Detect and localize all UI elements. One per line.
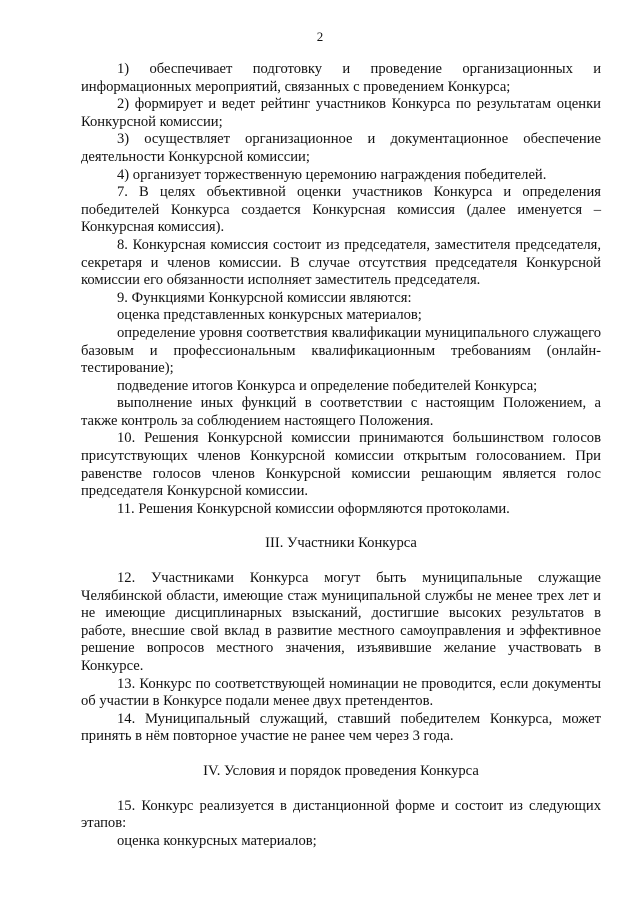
document-body (81, 61, 601, 850)
section-heading: IV. Условия и порядок проведения Конкурса (203, 762, 479, 779)
paragraph: 14. Муниципальный служащий, ставший победителем Конкурса, может принять в нём повторное участие не ранее чем через 3 года. (81, 710, 601, 745)
page-number: 2 (316, 29, 324, 44)
paragraph: выполнение иных функций в соответствии с настоящим Положением, а также контроль за соблюдением настоящего Положения. (81, 395, 601, 429)
paragraph: оценка представленных конкурсных материалов; (117, 307, 422, 324)
paragraph: 7. В целях объективной оценки участников Конкурса и определения победителей Конкурса создается Конкурсная комиссия (далее именуется – Конкурсная комиссия). (81, 184, 601, 236)
paragraph: определение уровня соответствия квалификации муниципального служащего базовым и профессиональным квалификационным требованиям (онлайн-тестирование); (81, 324, 601, 377)
paragraph: 1) обеспечивает подготовку и проведение организационных и информационных мероприятий, связанных с проведением Конкурса; (81, 61, 601, 95)
paragraph: 2) формирует и ведет рейтинг участников Конкурса по результатам оценки Конкурсной комиссии; (81, 96, 601, 130)
paragraph: 10. Решения Конкурсной комиссии принимаются большинством голосов присутствующих членов Конкурсной комиссии открытым голосованием. При равенстве голосов членов Конкурсной комиссии решающим является голос председателя Конкурсной комиссии. (81, 430, 601, 500)
paragraph: 15. Конкурс реализуется в дистанционной форме и состоит из следующих этапов: (81, 797, 601, 832)
paragraph: 11. Решения Конкурсной комиссии оформляются протоколами. (117, 500, 510, 517)
paragraph: 8. Конкурсная комиссия состоит из председателя, заместителя председателя, секретаря и членов комиссии. В случае отсутствия председателя Конкурсной комиссии его обязанности исполняет заместитель председателя. (81, 236, 601, 289)
paragraph: 12. Участниками Конкурса могут быть муниципальные служащие Челябинской области, имеющие стаж муниципальной службы не менее трех лет и не имеющие дисциплинарных взысканий, достигшие высоких результатов в работе, внесшие свой вклад в развитие местного самоуправления и эффективное решение вопросов местного значения, изъявившие желание участвовать в Конкурсе. (81, 570, 601, 674)
section-heading: III. Участники Конкурса (265, 535, 417, 552)
paragraph: 4) организует торжественную церемонию награждения победителей. (117, 166, 547, 183)
paragraph: 3) осуществляет организационное и документационное обеспечение деятельности Конкурсной комиссии; (81, 131, 601, 165)
paragraph: оценка конкурсных материалов; (117, 832, 317, 849)
paragraph: подведение итогов Конкурса и определение победителей Конкурса; (117, 377, 538, 394)
paragraph: 13. Конкурс по соответствующей номинации не проводится, если документы об участии в Конкурсе подали менее двух претендентов. (81, 675, 601, 710)
paragraph: 9. Функциями Конкурсной комиссии являются: (117, 289, 412, 306)
